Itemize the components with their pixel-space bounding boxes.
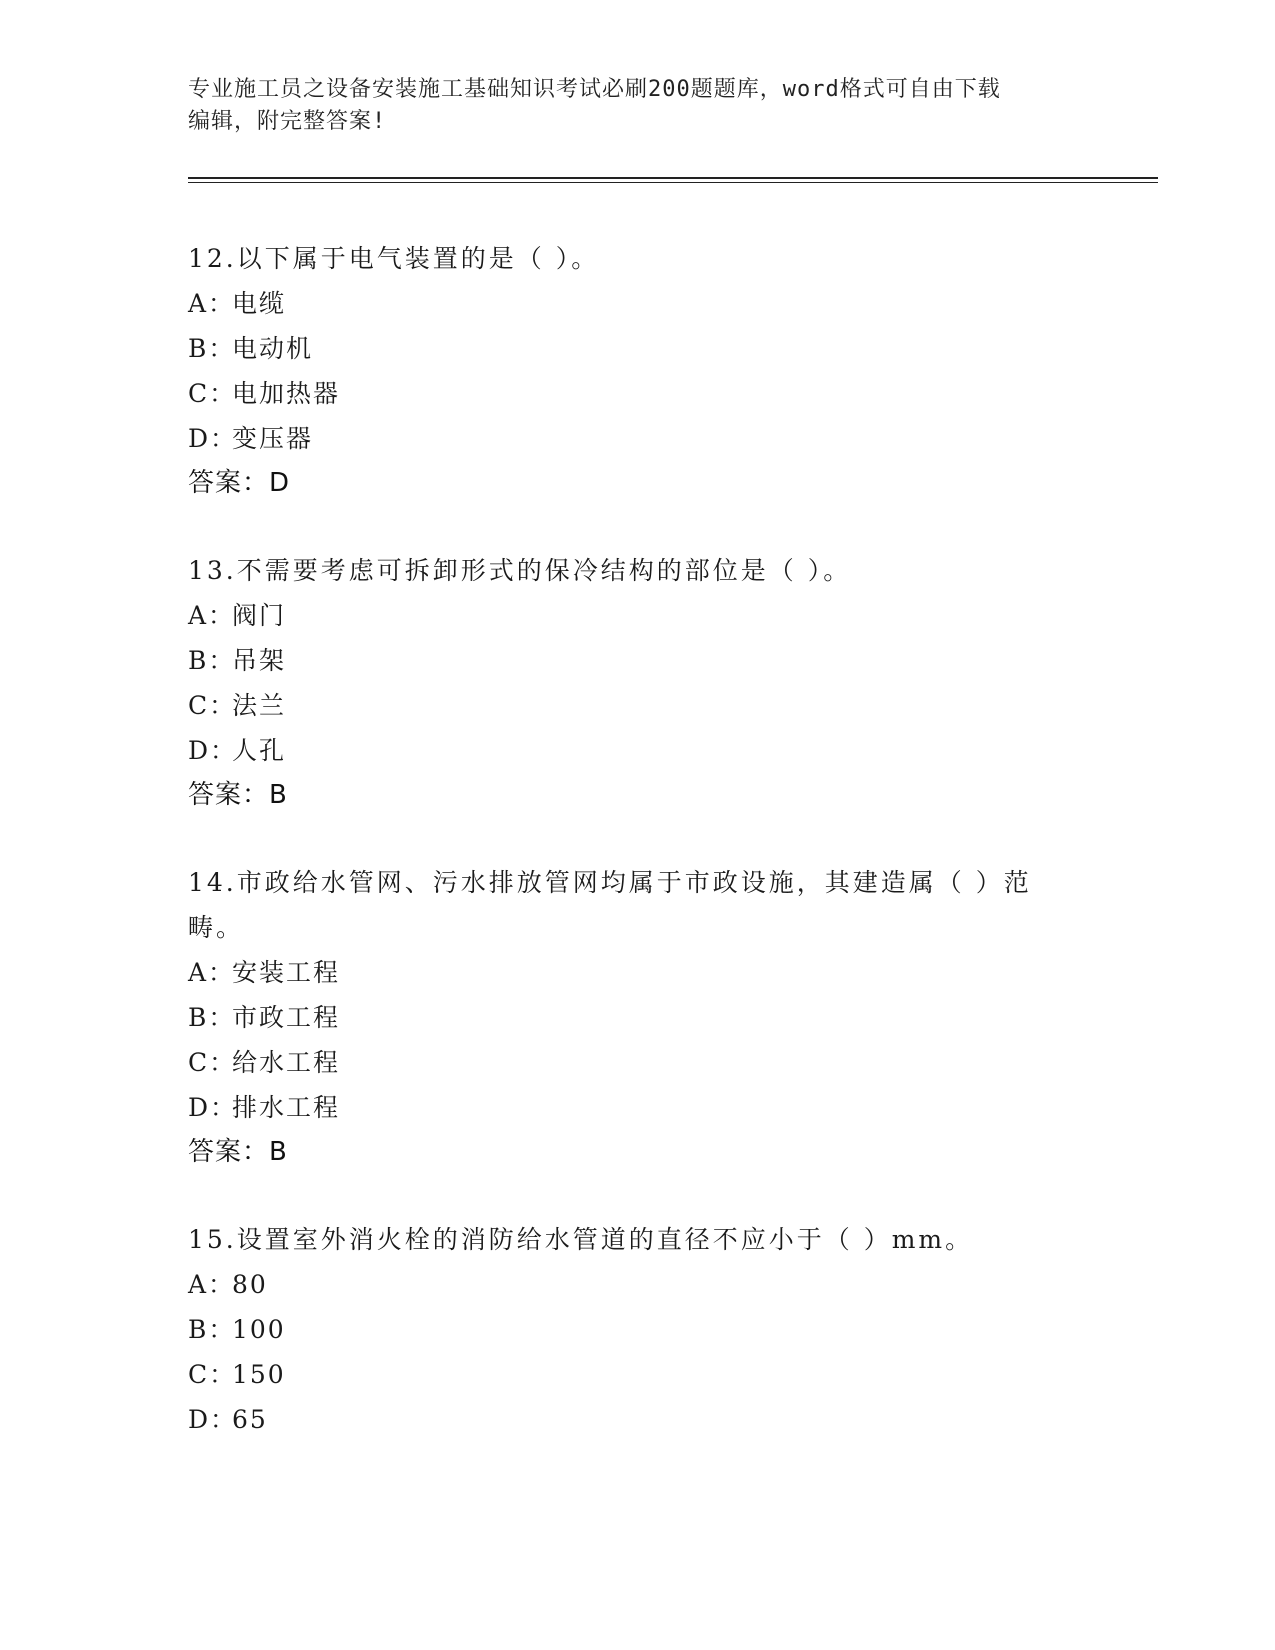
- option-text: 排水工程: [232, 1093, 341, 1122]
- option-c: [188, 683, 1068, 728]
- question-text: 14.市政给水管网、污水排放管网均属于市政设施，其建造属（ ）范畴。: [188, 868, 1032, 942]
- option-text: 100: [232, 1315, 286, 1344]
- option-c: [188, 1352, 1068, 1397]
- option-d: [188, 1085, 1068, 1130]
- option-letter: C：: [188, 379, 237, 408]
- header-divider-thin: [188, 182, 1158, 183]
- answer-line: 答案：D: [188, 468, 291, 498]
- question-text: 13.不需要考虑可拆卸形式的保冷结构的部位是（ ）。: [188, 556, 852, 585]
- option-letter: B：: [188, 334, 236, 363]
- option-a: [188, 281, 1068, 326]
- question-15: [188, 1217, 1068, 1442]
- option-c: [188, 371, 1068, 416]
- option-text: 法兰: [232, 691, 287, 720]
- option-a: [188, 950, 1068, 995]
- option-d: [188, 1397, 1068, 1442]
- option-d: [188, 416, 1068, 461]
- option-text: 电动机: [232, 334, 314, 363]
- option-text: 人孔: [232, 736, 287, 765]
- option-letter: C：: [188, 1360, 237, 1389]
- option-text: 给水工程: [232, 1048, 341, 1077]
- option-text: 阀门: [232, 601, 287, 630]
- answer-line: 答案：B: [188, 1137, 288, 1167]
- option-text: 市政工程: [232, 1003, 341, 1032]
- option-text: 电缆: [232, 289, 287, 318]
- question-14: [188, 860, 1068, 1175]
- document-header: [188, 74, 1068, 138]
- option-letter: A：: [188, 1270, 236, 1299]
- option-b: [188, 638, 1068, 683]
- option-a: [188, 593, 1068, 638]
- option-letter: B：: [188, 646, 236, 675]
- option-letter: D：: [188, 424, 238, 453]
- option-letter: C：: [188, 1048, 237, 1077]
- option-letter: A：: [188, 958, 236, 987]
- question-text: 15.设置室外消火栓的消防给水管道的直径不应小于（ ）mm。: [188, 1225, 974, 1254]
- header-title-line-2: 编辑，附完整答案!: [188, 109, 387, 134]
- question-list: [188, 236, 1068, 1484]
- option-b: [188, 326, 1068, 371]
- header-divider-thick: [188, 177, 1158, 179]
- option-letter: A：: [188, 289, 236, 318]
- option-c: [188, 1040, 1068, 1085]
- option-text: 电加热器: [232, 379, 341, 408]
- option-letter: C：: [188, 691, 237, 720]
- option-letter: D：: [188, 1405, 238, 1434]
- question-13: [188, 548, 1068, 818]
- option-text: 65: [232, 1405, 268, 1434]
- option-a: [188, 1262, 1068, 1307]
- option-text: 150: [232, 1360, 286, 1389]
- question-12: [188, 236, 1068, 506]
- option-letter: D：: [188, 736, 238, 765]
- option-b: [188, 995, 1068, 1040]
- option-text: 安装工程: [232, 958, 341, 987]
- option-letter: D：: [188, 1093, 238, 1122]
- option-letter: B：: [188, 1003, 236, 1032]
- option-text: 变压器: [232, 424, 314, 453]
- option-b: [188, 1307, 1068, 1352]
- option-text: 吊架: [232, 646, 287, 675]
- option-d: [188, 728, 1068, 773]
- option-text: 80: [232, 1270, 268, 1299]
- header-title-line-1: 专业施工员之设备安装施工基础知识考试必刷200题题库，word格式可自由下载: [188, 77, 1001, 102]
- option-letter: B：: [188, 1315, 236, 1344]
- option-letter: A：: [188, 601, 236, 630]
- answer-line: 答案：B: [188, 780, 288, 810]
- question-text: 12.以下属于电气装置的是（ ）。: [188, 244, 600, 273]
